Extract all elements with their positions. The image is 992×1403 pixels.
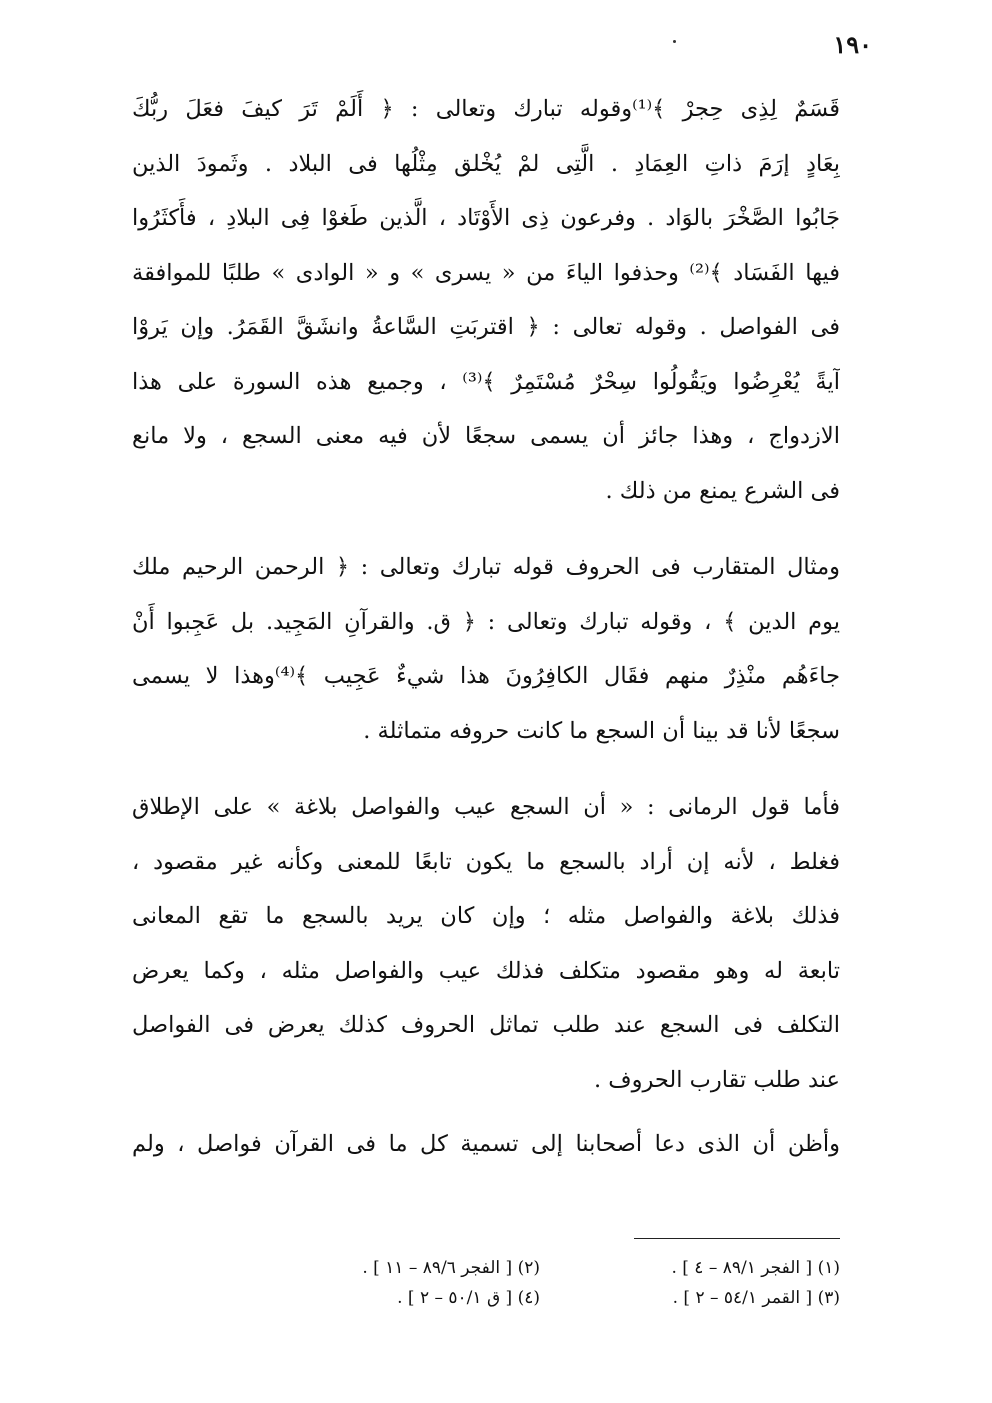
paragraph bbox=[132, 1117, 840, 1172]
text-line: التكلف فى السجع عند طلب تماثل الحروف كذلك يعرض فى الفواصل bbox=[132, 1012, 840, 1038]
text-line: قَسَمٌ لِذِى حِجرْ ﴾⁽¹⁾وقوله تبارك وتعالى : ﴿ أَلَمْ تَرَ كيفَ فعَلَ ربُّكَ bbox=[132, 96, 840, 122]
paragraph-gap bbox=[132, 758, 840, 780]
footnote-row bbox=[240, 1253, 840, 1283]
text-line: جَابُوا الصَّخْرَ بالوَاد . وفرعون ذِى الأَوْتَاد ، الَّذين طَغوْا فِى البلادِ ، فأَكثَرُوا bbox=[132, 205, 840, 231]
paragraph-gap bbox=[132, 518, 840, 540]
text-line: سجعًا لأنا قد بينا أن السجع ما كانت حروفه متماثلة . bbox=[363, 717, 840, 744]
text-line: جاءَهُم منْذِرٌ منهم فقَال الكافِرُونَ هذا شيءٌ عَجِيب ﴾⁽⁴⁾وهذا لا يسمى bbox=[132, 663, 840, 689]
text-line: يوم الدين ﴾ ، وقوله تبارك وتعالى : ﴿ ق. والقرآنِ المَجِيد. بل عَجِبوا أَنْ bbox=[132, 608, 840, 635]
footnote-4: (٤) [ ق ٥٠/١ – ٢ ] . bbox=[397, 1288, 540, 1308]
text-line: وأظن أن الذى دعا أصحابنا إلى تسمية كل ما فى القرآن فواصل ، ولم bbox=[132, 1131, 840, 1157]
text-line: الازدواج ، وهذا جائز أن يسمى سجعًا لأن فيه معنى السجع ، ولا مانع bbox=[132, 423, 840, 449]
text-line: بِعَادٍ إرَمَ ذاتِ العِمَادِ . الَّتِى لمْ يُخْلق مِثْلُها فى البلاد . وثَمودَ الذين bbox=[132, 150, 840, 177]
scan-speck bbox=[673, 40, 676, 43]
text-line: تابعة له وهو مقصود متكلف فذلك عيب والفواصل مثله ، وكما يعرض bbox=[132, 957, 840, 984]
text-line: فذلك بلاغة والفواصل مثله ؛ وإن كان يريد بالسجع ما تقع المعانى bbox=[132, 903, 840, 929]
text-line: فى الفواصل . وقوله تعالى : ﴿ اقتربَتِ السَّاعةُ وانشَقَّ القَمَرُ. وإن يَروْا bbox=[132, 314, 840, 340]
footnote-3: (٣) [ القمر ٥٤/١ – ٢ ] . bbox=[672, 1288, 840, 1308]
text-line: فيها الفَسَاد ﴾⁽²⁾ وحذفوا الياءَ من « يسرى » و « الوادى » طلبًا للموافقة bbox=[132, 259, 840, 286]
paragraph bbox=[132, 780, 840, 1107]
text-line: فى الشرع يمنع من ذلك . bbox=[605, 477, 840, 504]
footnote-2: (٢) [ الفجر ٨٩/٦ – ١١ ] . bbox=[362, 1258, 540, 1278]
body-text bbox=[132, 82, 840, 1172]
paragraph bbox=[132, 82, 840, 518]
page-number: ١٩٠ bbox=[833, 30, 872, 59]
paragraph bbox=[132, 540, 840, 758]
text-line: فغلط ، لأنه إن أراد بالسجع ما يكون تابعًا للمعنى وكأنه غير مقصود ، bbox=[132, 848, 840, 875]
text-line: آيةً يُعْرِضُوا ويَقُولُوا سِحْرٌ مُسْتَمِرٌ ﴾⁽³⁾ ، وجميع هذه السورة على هذا bbox=[132, 368, 840, 395]
footnote-row bbox=[240, 1283, 840, 1313]
footnote-divider bbox=[634, 1238, 840, 1239]
text-line: عند طلب تقارب الحروف . bbox=[593, 1066, 840, 1093]
footnote-1: (١) [ الفجر ٨٩/١ – ٤ ] . bbox=[671, 1258, 840, 1278]
footnotes bbox=[240, 1253, 840, 1313]
paragraph-gap bbox=[132, 1107, 840, 1117]
text-line: فأما قول الرمانى : « أن السجع عيب والفواصل بلاغة » على الإطلاق bbox=[132, 794, 840, 820]
text-line: ومثال المتقارب فى الحروف قوله تبارك وتعالى : ﴿ الرحمن الرحيم ملك bbox=[132, 554, 840, 580]
